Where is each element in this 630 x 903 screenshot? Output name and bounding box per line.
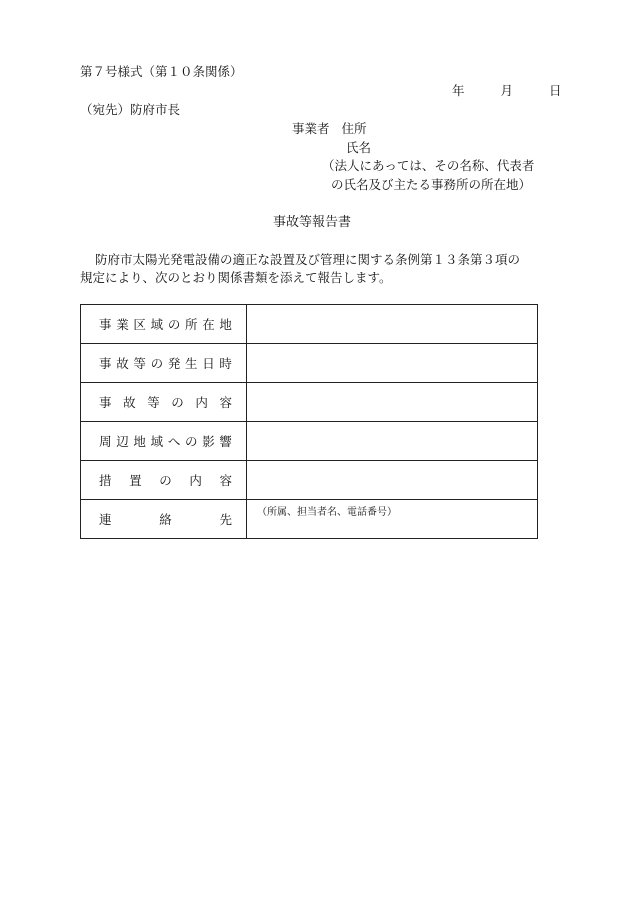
row-label-char: 所 — [185, 317, 198, 332]
row-label-char: の — [171, 395, 184, 410]
table-row — [81, 383, 538, 422]
applicant-label: 事業者 — [292, 121, 330, 136]
report-table — [80, 304, 538, 539]
row-label-char: 等 — [133, 356, 146, 371]
date-day: 日 — [548, 83, 562, 98]
row-label-char: 連 — [99, 512, 112, 527]
row-label-cell — [81, 383, 247, 422]
row-label-char: 故 — [123, 395, 136, 410]
row-label-char: 区 — [133, 317, 146, 332]
date-line — [452, 85, 561, 98]
row-label-char: 域 — [150, 317, 164, 332]
row-label-cell — [81, 500, 247, 539]
row-label-char: 時 — [219, 356, 232, 371]
row-label-char: 地 — [133, 434, 146, 449]
row-value-cell[interactable] — [247, 422, 538, 461]
row-label-char: の — [185, 434, 198, 449]
row-label-char: 置 — [129, 473, 142, 488]
row-label-char: 措 — [99, 473, 112, 488]
applicant-note-line2: の氏名及び主たる事務所の所在地） — [331, 177, 532, 192]
applicant-address-line — [292, 123, 367, 136]
table-row — [81, 305, 538, 344]
table-row — [81, 461, 538, 500]
row-label-char: 影 — [202, 434, 215, 449]
row-label-char: 等 — [147, 395, 160, 410]
row-value-cell[interactable] — [247, 383, 538, 422]
row-label-char: へ — [167, 434, 181, 449]
row-label-char: の — [150, 356, 164, 371]
row-label-char: 絡 — [159, 512, 172, 527]
row-value-cell[interactable] — [247, 461, 538, 500]
document-title: 事故等報告書 — [273, 215, 352, 230]
contact-hint: （所属、担当者名、電話番号） — [257, 507, 397, 518]
row-label-char: 内 — [195, 395, 208, 410]
row-label-cell — [81, 344, 247, 383]
row-label-char: 業 — [116, 317, 129, 332]
name-label: 氏名 — [346, 140, 372, 155]
row-label-char: 事 — [99, 395, 112, 410]
row-label-char: 在 — [202, 317, 215, 332]
row-label-char: の — [167, 317, 181, 332]
row-label-cell — [81, 305, 247, 344]
row-label-char: 響 — [219, 434, 232, 449]
row-label-char: 地 — [219, 317, 232, 332]
row-label-char: の — [159, 473, 172, 488]
row-label-char: 辺 — [116, 434, 129, 449]
row-value-cell[interactable] — [247, 305, 538, 344]
date-month: 月 — [500, 83, 513, 98]
table-row — [81, 344, 538, 383]
row-label-char: 事 — [99, 356, 112, 371]
row-label-char: 先 — [219, 512, 232, 527]
applicant-note-line1: （法人にあっては、その名称、代表者 — [322, 158, 535, 173]
table-row — [81, 422, 538, 461]
row-label-char: 容 — [219, 473, 232, 488]
table-row — [81, 500, 538, 539]
row-label-char: 発 — [167, 356, 181, 371]
row-label-char: 事 — [99, 317, 112, 332]
addressee: （宛先）防府市長 — [80, 102, 181, 117]
row-label-char: 域 — [150, 434, 164, 449]
body-text-line1: 防府市太陽光発電設備の適正な設置及び管理に関する条例第１３条第３項の — [95, 252, 521, 267]
address-label: 住所 — [341, 121, 367, 136]
row-label-char: 周 — [99, 434, 112, 449]
row-label-cell — [81, 461, 247, 500]
row-label-char: 内 — [189, 473, 202, 488]
body-text-line2: 規定により、次のとおり関係書類を添えて報告します。 — [80, 270, 392, 285]
row-label-cell — [81, 422, 247, 461]
row-label-char: 故 — [116, 356, 129, 371]
row-value-cell[interactable] — [247, 344, 538, 383]
date-year: 年 — [452, 83, 465, 98]
form-number: 第７号様式（第１０条関係） — [80, 64, 243, 79]
row-label-char: 生 — [185, 356, 198, 371]
row-value-cell[interactable] — [247, 500, 538, 539]
row-label-char: 日 — [202, 356, 215, 371]
row-label-char: 容 — [219, 395, 232, 410]
